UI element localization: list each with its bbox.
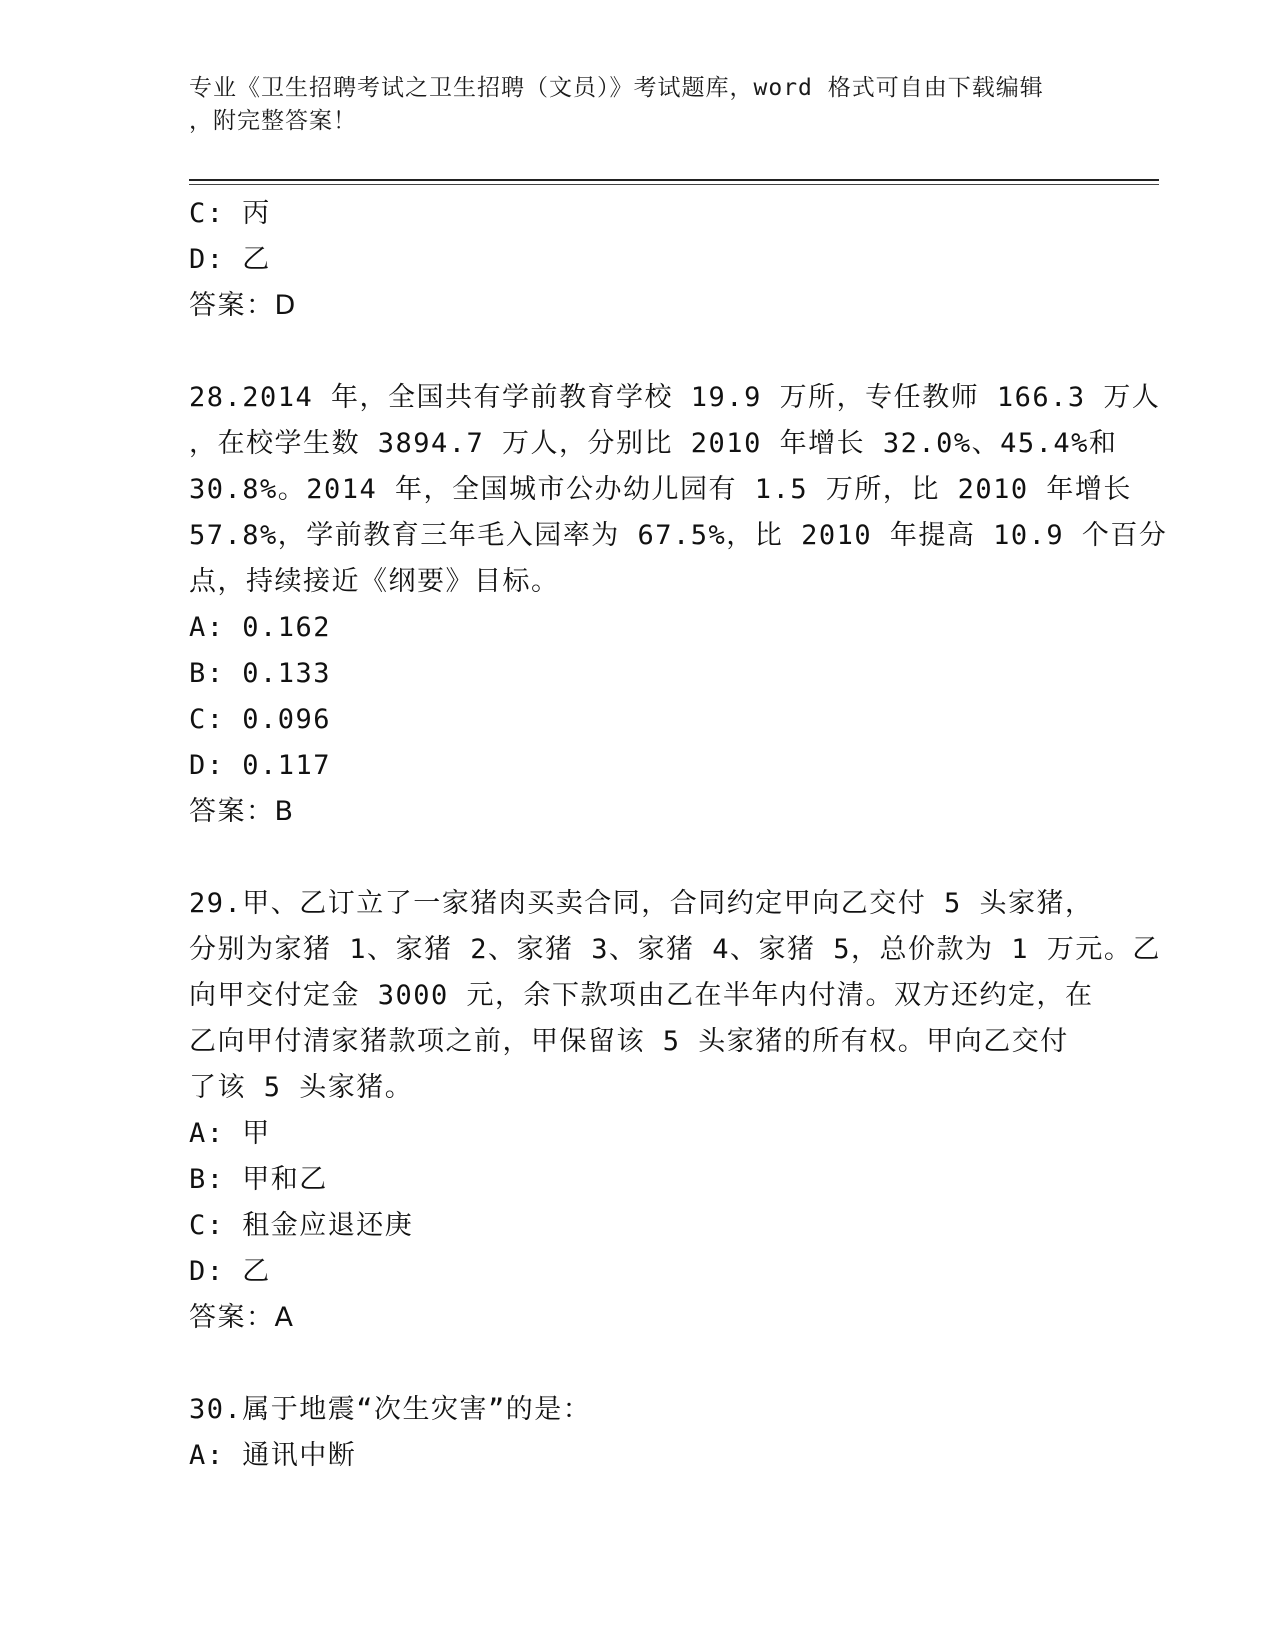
- header-title-line-1: 专业《卫生招聘考试之卫生招聘（文员）》考试题库，word 格式可自由下载编辑: [189, 75, 1044, 101]
- header-divider: [189, 179, 1159, 181]
- option-b: B: 甲和乙: [189, 1164, 328, 1195]
- option-d: D: 乙: [189, 244, 271, 275]
- question-text: [189, 881, 1161, 1111]
- question-27-tail: [189, 191, 1089, 329]
- question-28: [189, 375, 1168, 835]
- header-title-line-2: ，附完整答案！: [189, 108, 357, 134]
- option-a: A: 通讯中断: [189, 1440, 357, 1471]
- question-29: [189, 881, 1161, 1341]
- spacer: [189, 1341, 1089, 1387]
- option-d: D: 0.117: [189, 750, 332, 781]
- option-a: A: 甲: [189, 1118, 271, 1149]
- question-text-line: 点，持续接近《纲要》目标。: [189, 566, 560, 597]
- spacer: [189, 329, 1089, 375]
- option-a: A: 0.162: [189, 612, 332, 643]
- question-text-line: 29.甲、乙订立了一家猪肉买卖合同，合同约定甲向乙交付 5 头家猪，: [189, 888, 1094, 919]
- document-header: [189, 72, 1089, 138]
- question-text-line: 了该 5 头家猪。: [189, 1072, 414, 1103]
- option-c: C: 0.096: [189, 704, 332, 735]
- header-divider-thin: [189, 184, 1159, 185]
- option-b: B: 0.133: [189, 658, 332, 689]
- answer-line: 答案：D: [189, 290, 297, 321]
- option-c: C: 丙: [189, 198, 271, 229]
- question-text-line: ，在校学生数 3894.7 万人，分别比 2010 年增长 32.0%、45.4%和: [189, 428, 1118, 459]
- answer-line: 答案：B: [189, 796, 295, 827]
- question-text-line: 57.8%，学前教育三年毛入园率为 67.5%，比 2010 年提高 10.9 个百分: [189, 520, 1168, 551]
- answer-line: 答案：A: [189, 1302, 295, 1333]
- question-text-line: 乙向甲付清家猪款项之前，甲保留该 5 头家猪的所有权。甲向乙交付: [189, 1026, 1069, 1057]
- spacer: [189, 835, 1089, 881]
- question-text: 30.属于地震“次生灾害”的是：: [189, 1394, 592, 1425]
- question-text-line: 30.8%。2014 年，全国城市公办幼儿园有 1.5 万所，比 2010 年增长: [189, 474, 1132, 505]
- question-text: [189, 375, 1168, 605]
- option-c: C: 租金应退还庚: [189, 1210, 414, 1241]
- question-text-line: 分别为家猪 1、家猪 2、家猪 3、家猪 4、家猪 5，总价款为 1 万元。乙: [189, 934, 1161, 965]
- question-30: [189, 1387, 1089, 1479]
- question-text-line: 向甲交付定金 3000 元，余下款项由乙在半年内付清。双方还约定，在: [189, 980, 1094, 1011]
- option-d: D: 乙: [189, 1256, 271, 1287]
- question-list: [189, 191, 1168, 1479]
- question-text-line: 28.2014 年，全国共有学前教育学校 19.9 万所，专任教师 166.3 万人: [189, 382, 1161, 413]
